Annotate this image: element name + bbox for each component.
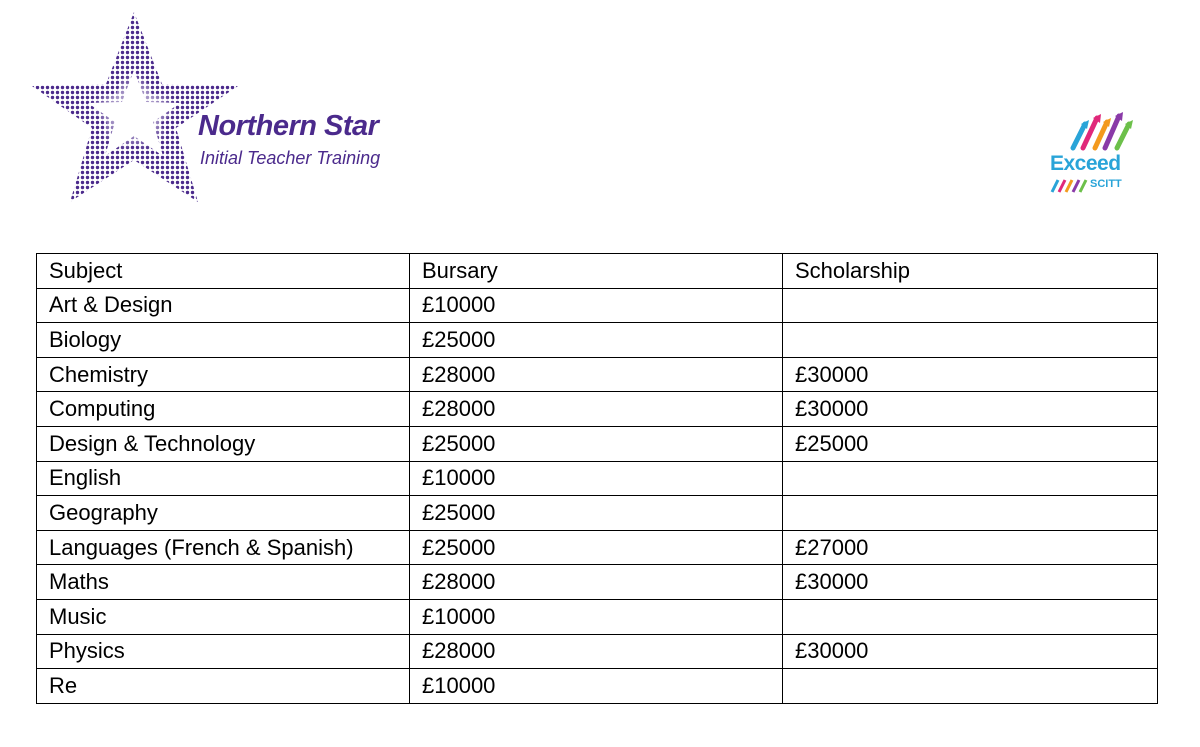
table-row [37,357,1158,392]
table-row [37,530,1158,565]
stripes-icon [1050,178,1090,194]
scholarship-cell: £25000 [783,426,1158,461]
scholarship-cell [783,669,1158,704]
table-row [37,565,1158,600]
subject-cell: Languages (French & Spanish) [37,530,410,565]
exceed-subtitle: SCITT [1090,178,1122,190]
subject-cell: Art & Design [37,288,410,323]
table-row [37,426,1158,461]
subject-cell: Music [37,599,410,634]
table-row [37,669,1158,704]
halftone-star-icon [30,10,250,205]
bursary-cell: £28000 [410,392,783,427]
bursary-cell: £10000 [410,669,783,704]
brand-subtitle: Initial Teacher Training [200,148,381,168]
exceed-title: Exceed [1050,152,1121,175]
subject-cell: Re [37,669,410,704]
bursary-table [36,253,1158,704]
bursary-cell: £10000 [410,599,783,634]
exceed-scitt-logo [1045,112,1155,202]
scholarship-cell [783,323,1158,358]
table-row [37,392,1158,427]
bursary-cell: £28000 [410,357,783,392]
scholarship-cell: £30000 [783,565,1158,600]
table-row [37,599,1158,634]
bursary-cell: £28000 [410,634,783,669]
brand-title: Northern Star [198,110,379,142]
scholarship-cell: £27000 [783,530,1158,565]
bursary-cell: £25000 [410,323,783,358]
subject-cell: Design & Technology [37,426,410,461]
bursary-cell: £10000 [410,461,783,496]
bursary-cell: £28000 [410,565,783,600]
scholarship-cell [783,288,1158,323]
scholarship-cell [783,599,1158,634]
table-header-row [37,254,1158,289]
header-scholarship: Scholarship [783,254,1158,289]
bursary-cell: £10000 [410,288,783,323]
scholarship-cell: £30000 [783,634,1158,669]
bursary-cell: £25000 [410,530,783,565]
subject-cell: English [37,461,410,496]
table-row [37,634,1158,669]
subject-cell: Chemistry [37,357,410,392]
scholarship-cell: £30000 [783,357,1158,392]
northern-star-logo [30,10,430,205]
header-subject: Subject [37,254,410,289]
subject-cell: Geography [37,496,410,531]
table-row [37,461,1158,496]
table-row [37,496,1158,531]
subject-cell: Computing [37,392,410,427]
scholarship-cell [783,496,1158,531]
scholarship-cell: £30000 [783,392,1158,427]
table-row [37,288,1158,323]
table-row [37,323,1158,358]
subject-cell: Biology [37,323,410,358]
subject-cell: Physics [37,634,410,669]
bursary-cell: £25000 [410,426,783,461]
bursary-cell: £25000 [410,496,783,531]
header-bursary: Bursary [410,254,783,289]
arrows-icon [1045,112,1155,157]
subject-cell: Maths [37,565,410,600]
scholarship-cell [783,461,1158,496]
